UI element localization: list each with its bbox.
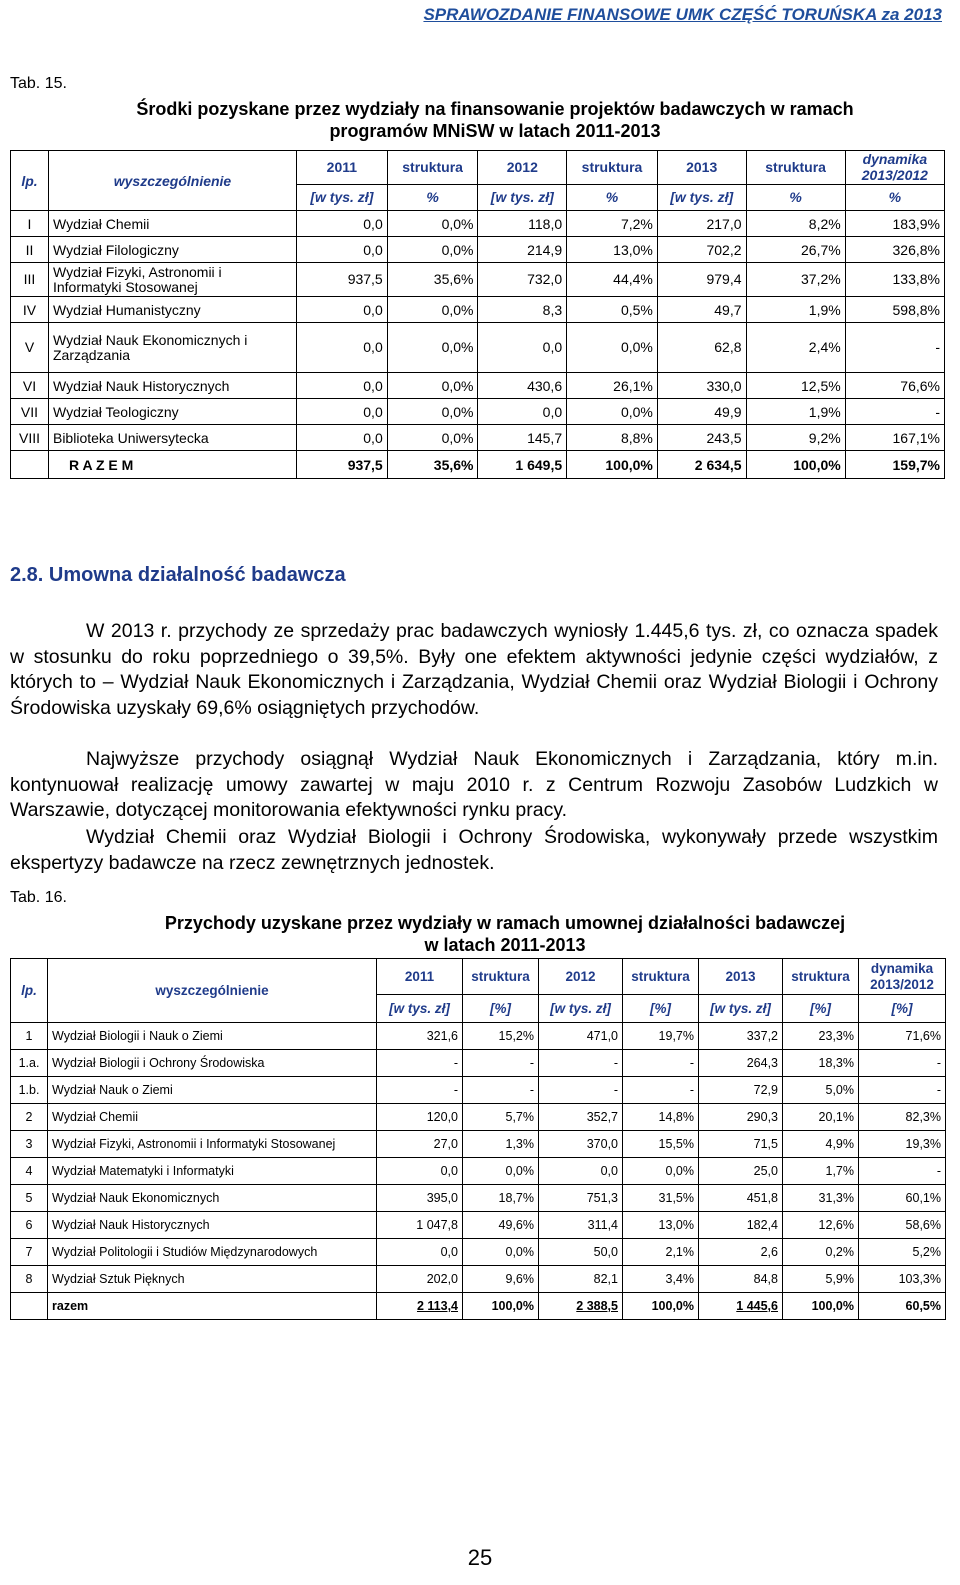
row-value: 290,3 (699, 1104, 783, 1131)
row-value: 19,7% (623, 1023, 699, 1050)
row-value: 8,8% (567, 425, 658, 451)
row-value: 27,0 (377, 1131, 463, 1158)
row-value: 71,5 (699, 1131, 783, 1158)
col-struct-2011: struktura (463, 959, 539, 995)
row-value: 25,0 (699, 1158, 783, 1185)
row-value: 0,0 (296, 373, 387, 399)
row-value: 0,0 (478, 323, 567, 373)
row-value: 243,5 (657, 425, 746, 451)
row-value: 26,7% (746, 237, 845, 263)
row-value: 84,8 (699, 1266, 783, 1293)
row-value: 0,5% (567, 297, 658, 323)
unit-2011: [w tys. zł] (377, 995, 463, 1023)
row-value: 5,7% (463, 1104, 539, 1131)
row-lp: 1.b. (11, 1077, 48, 1104)
row-name: Wydział Fizyki, Astronomii i Informatyki Stosowanej (48, 263, 296, 297)
row-value: 49,7 (657, 297, 746, 323)
total-value (539, 1293, 623, 1320)
row-value: 9,2% (746, 425, 845, 451)
table-15-label: Tab. 15. (10, 75, 67, 92)
row-value: 13,0% (623, 1212, 699, 1239)
row-value: 19,3% (859, 1131, 946, 1158)
total-row (11, 1293, 946, 1320)
row-value: 395,0 (377, 1185, 463, 1212)
row-value: 13,0% (567, 237, 658, 263)
table-row (11, 211, 945, 237)
total-value-text: 1 445,6 (736, 1299, 778, 1313)
col-struct-2013: struktura (746, 151, 845, 185)
table-row (11, 1077, 946, 1104)
row-value: 8,3 (478, 297, 567, 323)
row-value: 72,9 (699, 1077, 783, 1104)
row-name: Wydział Chemii (48, 1104, 377, 1131)
row-value: 0,0% (623, 1158, 699, 1185)
total-value (567, 451, 658, 479)
row-name: Wydział Biologii i Nauk o Ziemi (48, 1023, 377, 1050)
row-lp: VI (11, 373, 49, 399)
table-row (11, 1050, 946, 1077)
row-lp: II (11, 237, 49, 263)
row-name: Wydział Nauk Historycznych (48, 373, 296, 399)
row-lp: 1 (11, 1023, 48, 1050)
total-value (699, 1293, 783, 1320)
unit-2012: [w tys. zł] (478, 184, 567, 210)
row-value: 0,0 (539, 1158, 623, 1185)
total-value (657, 451, 746, 479)
row-value: 751,3 (539, 1185, 623, 1212)
col-2012: 2012 (539, 959, 623, 995)
row-value: 26,1% (567, 373, 658, 399)
total-value-text: 100,0% (793, 456, 841, 473)
row-value: 214,9 (478, 237, 567, 263)
col-lp: lp. (11, 151, 49, 211)
row-name: Wydział Filologiczny (48, 237, 296, 263)
total-value (387, 451, 478, 479)
row-value: - (463, 1050, 539, 1077)
col-struct-2011: struktura (387, 151, 478, 185)
table-row (11, 1185, 946, 1212)
row-value: 0,0 (377, 1158, 463, 1185)
row-name: Wydział Nauk Ekonomicznych i Zarządzania (48, 323, 296, 373)
unit-2011: [w tys. zł] (296, 184, 387, 210)
row-value: 0,0% (387, 211, 478, 237)
total-value-text: 100,0% (811, 1299, 854, 1313)
total-value-text: 35,6% (433, 456, 474, 473)
table-row (11, 373, 945, 399)
row-value: 18,3% (783, 1050, 859, 1077)
row-value: 0,0% (387, 399, 478, 425)
row-value: - (845, 399, 944, 425)
row-value: 8,2% (746, 211, 845, 237)
row-name: Wydział Chemii (48, 211, 296, 237)
row-value: 330,0 (657, 373, 746, 399)
unit-2013: [w tys. zł] (699, 995, 783, 1023)
row-value: 120,0 (377, 1104, 463, 1131)
row-name: Biblioteka Uniwersytecka (48, 425, 296, 451)
paragraph-1: W 2013 r. przychody ze sprzedaży prac badawczych wyniosły 1.445,6 tys. zł, co oznacza spadek w stosunku do roku poprzedniego o 39,5%. Były one efektem aktywności jedynie części wydziałów, z których to – Wydział Nauk Ekonomicznych i Zarządzania, Wydział Chemii oraz Wydział Biologii i Ochrony Środowiska uzyskały 69,6% osiągniętych przychodów. (10, 620, 938, 720)
row-lp: V (11, 323, 49, 373)
table-row (11, 1266, 946, 1293)
table-row (11, 1023, 946, 1050)
row-value: 337,2 (699, 1023, 783, 1050)
row-value: - (859, 1077, 946, 1104)
row-lp: 1.a. (11, 1050, 48, 1077)
row-name: Wydział Matematyki i Informatyki (48, 1158, 377, 1185)
total-value-text: 60,5% (905, 1299, 941, 1313)
row-value: 0,0 (296, 297, 387, 323)
row-value: 5,9% (783, 1266, 859, 1293)
row-value: - (377, 1050, 463, 1077)
row-value: 23,3% (783, 1023, 859, 1050)
section-title: 2.8. Umowna działalność badawcza (10, 564, 346, 586)
col-2013: 2013 (699, 959, 783, 995)
row-value: 0,0% (463, 1239, 539, 1266)
row-value: - (623, 1077, 699, 1104)
row-value: 1,9% (746, 399, 845, 425)
total-value (623, 1293, 699, 1320)
total-value (845, 451, 944, 479)
col-2012: 2012 (478, 151, 567, 185)
table-row (11, 1212, 946, 1239)
col-2011: 2011 (377, 959, 463, 995)
row-value: 82,3% (859, 1104, 946, 1131)
total-value (377, 1293, 463, 1320)
row-value: 471,0 (539, 1023, 623, 1050)
row-value: 5,2% (859, 1239, 946, 1266)
total-row (11, 451, 945, 479)
row-value: 0,0 (296, 237, 387, 263)
table-row (11, 237, 945, 263)
row-value: 44,4% (567, 263, 658, 297)
total-value-text: 1 649,5 (515, 456, 563, 473)
total-lp (11, 1293, 48, 1320)
row-value: 31,5% (623, 1185, 699, 1212)
row-value: 49,9 (657, 399, 746, 425)
paragraph-2: Najwyższe przychody osiągnął Wydział Nauk Ekonomicznych i Zarządzania, który m.in. kontynuował realizację umowy zawartej w maju 2010 r. z Centrum Rozwoju Zasobów Ludzkich w Warszawie, dotyczącej monitorowania efektywności rynku pracy. (10, 748, 938, 822)
pct-dynamics: % (845, 184, 944, 210)
row-value: 0,0 (296, 211, 387, 237)
row-value: 0,0 (377, 1239, 463, 1266)
row-lp: 2 (11, 1104, 48, 1131)
row-name: Wydział Nauk Historycznych (48, 1212, 377, 1239)
row-value: 2,1% (623, 1239, 699, 1266)
total-value-text: 159,7% (892, 456, 940, 473)
row-value: 217,0 (657, 211, 746, 237)
table-row (11, 323, 945, 373)
row-value: 182,4 (699, 1212, 783, 1239)
total-lp (11, 451, 49, 479)
row-value: 35,6% (387, 263, 478, 297)
total-value (296, 451, 387, 479)
row-value: - (623, 1050, 699, 1077)
row-value: 14,8% (623, 1104, 699, 1131)
row-value: 0,0% (463, 1158, 539, 1185)
row-value: 0,0% (567, 323, 658, 373)
row-value: 0,0 (478, 399, 567, 425)
total-value (746, 451, 845, 479)
row-value: 0,0 (296, 399, 387, 425)
row-value: - (539, 1077, 623, 1104)
total-label: razem (48, 1293, 377, 1320)
row-lp: 4 (11, 1158, 48, 1185)
row-lp: 3 (11, 1131, 48, 1158)
row-value: 311,4 (539, 1212, 623, 1239)
row-value: 702,2 (657, 237, 746, 263)
pct-2011: % (387, 184, 478, 210)
row-value: 598,8% (845, 297, 944, 323)
row-value: 0,0% (387, 297, 478, 323)
row-name: Wydział Humanistyczny (48, 297, 296, 323)
row-name: Wydział Sztuk Pięknych (48, 1266, 377, 1293)
row-value: 9,6% (463, 1266, 539, 1293)
row-value: 451,8 (699, 1185, 783, 1212)
row-name: Wydział Politologii i Studiów Międzynarodowych (48, 1239, 377, 1266)
row-value: 12,5% (746, 373, 845, 399)
row-value: 12,6% (783, 1212, 859, 1239)
row-lp: VIII (11, 425, 49, 451)
table-row (11, 1131, 946, 1158)
row-value: 370,0 (539, 1131, 623, 1158)
row-value: 49,6% (463, 1212, 539, 1239)
row-lp: 5 (11, 1185, 48, 1212)
row-value: - (463, 1077, 539, 1104)
col-struct-2012: struktura (567, 151, 658, 185)
col-struct-2013: struktura (783, 959, 859, 995)
table-row (11, 399, 945, 425)
row-value: 430,6 (478, 373, 567, 399)
row-value: 352,7 (539, 1104, 623, 1131)
row-value: 0,0% (567, 399, 658, 425)
row-value: 71,6% (859, 1023, 946, 1050)
row-value: 202,0 (377, 1266, 463, 1293)
col-item: wyszczególnienie (48, 959, 377, 1023)
row-lp: IV (11, 297, 49, 323)
row-value: 3,4% (623, 1266, 699, 1293)
table-15 (10, 150, 945, 479)
row-value: 145,7 (478, 425, 567, 451)
row-value: 62,8 (657, 323, 746, 373)
row-value: 15,5% (623, 1131, 699, 1158)
paragraph-3: Wydział Chemii oraz Wydział Biologii i Ochrony Środowiska, wykonywały przede wszystkim ekspertyzy badawcze na rzecz zewnętrznych jednostek. (10, 826, 938, 874)
row-value: 1 047,8 (377, 1212, 463, 1239)
row-value: 76,6% (845, 373, 944, 399)
row-value: 1,7% (783, 1158, 859, 1185)
row-value: 732,0 (478, 263, 567, 297)
total-label: R A Z E M (48, 451, 296, 479)
total-value-text: 937,5 (347, 456, 383, 473)
pct-2012: [%] (623, 995, 699, 1023)
row-value: 0,0% (387, 237, 478, 263)
total-value (859, 1293, 946, 1320)
row-lp: 7 (11, 1239, 48, 1266)
unit-2012: [w tys. zł] (539, 995, 623, 1023)
row-value: 0,0 (296, 425, 387, 451)
row-value: 321,6 (377, 1023, 463, 1050)
row-value: 103,3% (859, 1266, 946, 1293)
row-name: Wydział Fizyki, Astronomii i Informatyki Stosowanej (48, 1131, 377, 1158)
row-name: Wydział Nauk o Ziemi (48, 1077, 377, 1104)
total-value-text: 100,0% (651, 1299, 694, 1313)
total-value-text: 100,0% (491, 1299, 534, 1313)
total-value-text: 2 113,4 (416, 1299, 458, 1313)
row-lp: 8 (11, 1266, 48, 1293)
row-value: 18,7% (463, 1185, 539, 1212)
pct-2013: [%] (783, 995, 859, 1023)
row-value: 167,1% (845, 425, 944, 451)
row-name: Wydział Biologii i Ochrony Środowiska (48, 1050, 377, 1077)
row-value: 82,1 (539, 1266, 623, 1293)
table-row (11, 1104, 946, 1131)
row-value: 2,4% (746, 323, 845, 373)
row-value: 50,0 (539, 1239, 623, 1266)
row-name: Wydział Teologiczny (48, 399, 296, 425)
table-16-label: Tab. 16. (10, 889, 67, 906)
col-lp: lp. (11, 959, 48, 1023)
row-lp: I (11, 211, 49, 237)
total-value (463, 1293, 539, 1320)
col-dynamics: dynamika 2013/2012 (859, 959, 946, 995)
row-value: 0,0% (387, 323, 478, 373)
row-value: 133,8% (845, 263, 944, 297)
total-value-text: 100,0% (605, 456, 653, 473)
total-value-text: 2 634,5 (694, 456, 742, 473)
row-value: 937,5 (296, 263, 387, 297)
row-lp: VII (11, 399, 49, 425)
page-number: 25 (467, 1545, 493, 1570)
row-value: 326,8% (845, 237, 944, 263)
table-row (11, 1158, 946, 1185)
row-value: 0,0 (296, 323, 387, 373)
row-value: - (539, 1050, 623, 1077)
row-value: 7,2% (567, 211, 658, 237)
row-lp: III (11, 263, 49, 297)
table-row (11, 425, 945, 451)
row-value: 37,2% (746, 263, 845, 297)
table-row (11, 263, 945, 297)
row-lp: 6 (11, 1212, 48, 1239)
report-header: SPRAWOZDANIE FINANSOWE UMK CZĘŚĆ TORUŃSKA za 2013 (423, 5, 942, 24)
pct-dynamics: [%] (859, 995, 946, 1023)
unit-2013: [w tys. zł] (657, 184, 746, 210)
pct-2013: % (746, 184, 845, 210)
total-value-text: 2 388,5 (576, 1299, 618, 1313)
row-value: 0,0% (387, 425, 478, 451)
row-value: 4,9% (783, 1131, 859, 1158)
row-value: 60,1% (859, 1185, 946, 1212)
col-2013: 2013 (657, 151, 746, 185)
row-value: 20,1% (783, 1104, 859, 1131)
col-dynamics: dynamika 2013/2012 (845, 151, 944, 185)
table-16-title: Przychody uzyskane przez wydziały w ramach umownej działalności badawczej w latach 2011-2013 (164, 913, 846, 955)
row-name: Wydział Nauk Ekonomicznych (48, 1185, 377, 1212)
table-16 (10, 958, 946, 1320)
row-value: 15,2% (463, 1023, 539, 1050)
row-value: 0,2% (783, 1239, 859, 1266)
total-value (783, 1293, 859, 1320)
row-value: - (859, 1158, 946, 1185)
row-value: 1,9% (746, 297, 845, 323)
col-struct-2012: struktura (623, 959, 699, 995)
row-value: 183,9% (845, 211, 944, 237)
row-value: 58,6% (859, 1212, 946, 1239)
row-value: 264,3 (699, 1050, 783, 1077)
row-value: 1,3% (463, 1131, 539, 1158)
col-2011: 2011 (296, 151, 387, 185)
row-value: - (845, 323, 944, 373)
row-value: - (377, 1077, 463, 1104)
row-value: 5,0% (783, 1077, 859, 1104)
table-row (11, 297, 945, 323)
row-value: 0,0% (387, 373, 478, 399)
table-row (11, 1239, 946, 1266)
pct-2012: % (567, 184, 658, 210)
row-value: 31,3% (783, 1185, 859, 1212)
row-value: - (859, 1050, 946, 1077)
table-15-title: Środki pozyskane przez wydziały na finansowanie projektów badawczych w ramach programów MNiSW w latach 2011-2013 (136, 99, 854, 141)
row-value: 118,0 (478, 211, 567, 237)
col-item: wyszczególnienie (48, 151, 296, 211)
row-value: 2,6 (699, 1239, 783, 1266)
pct-2011: [%] (463, 995, 539, 1023)
row-value: 979,4 (657, 263, 746, 297)
total-value (478, 451, 567, 479)
